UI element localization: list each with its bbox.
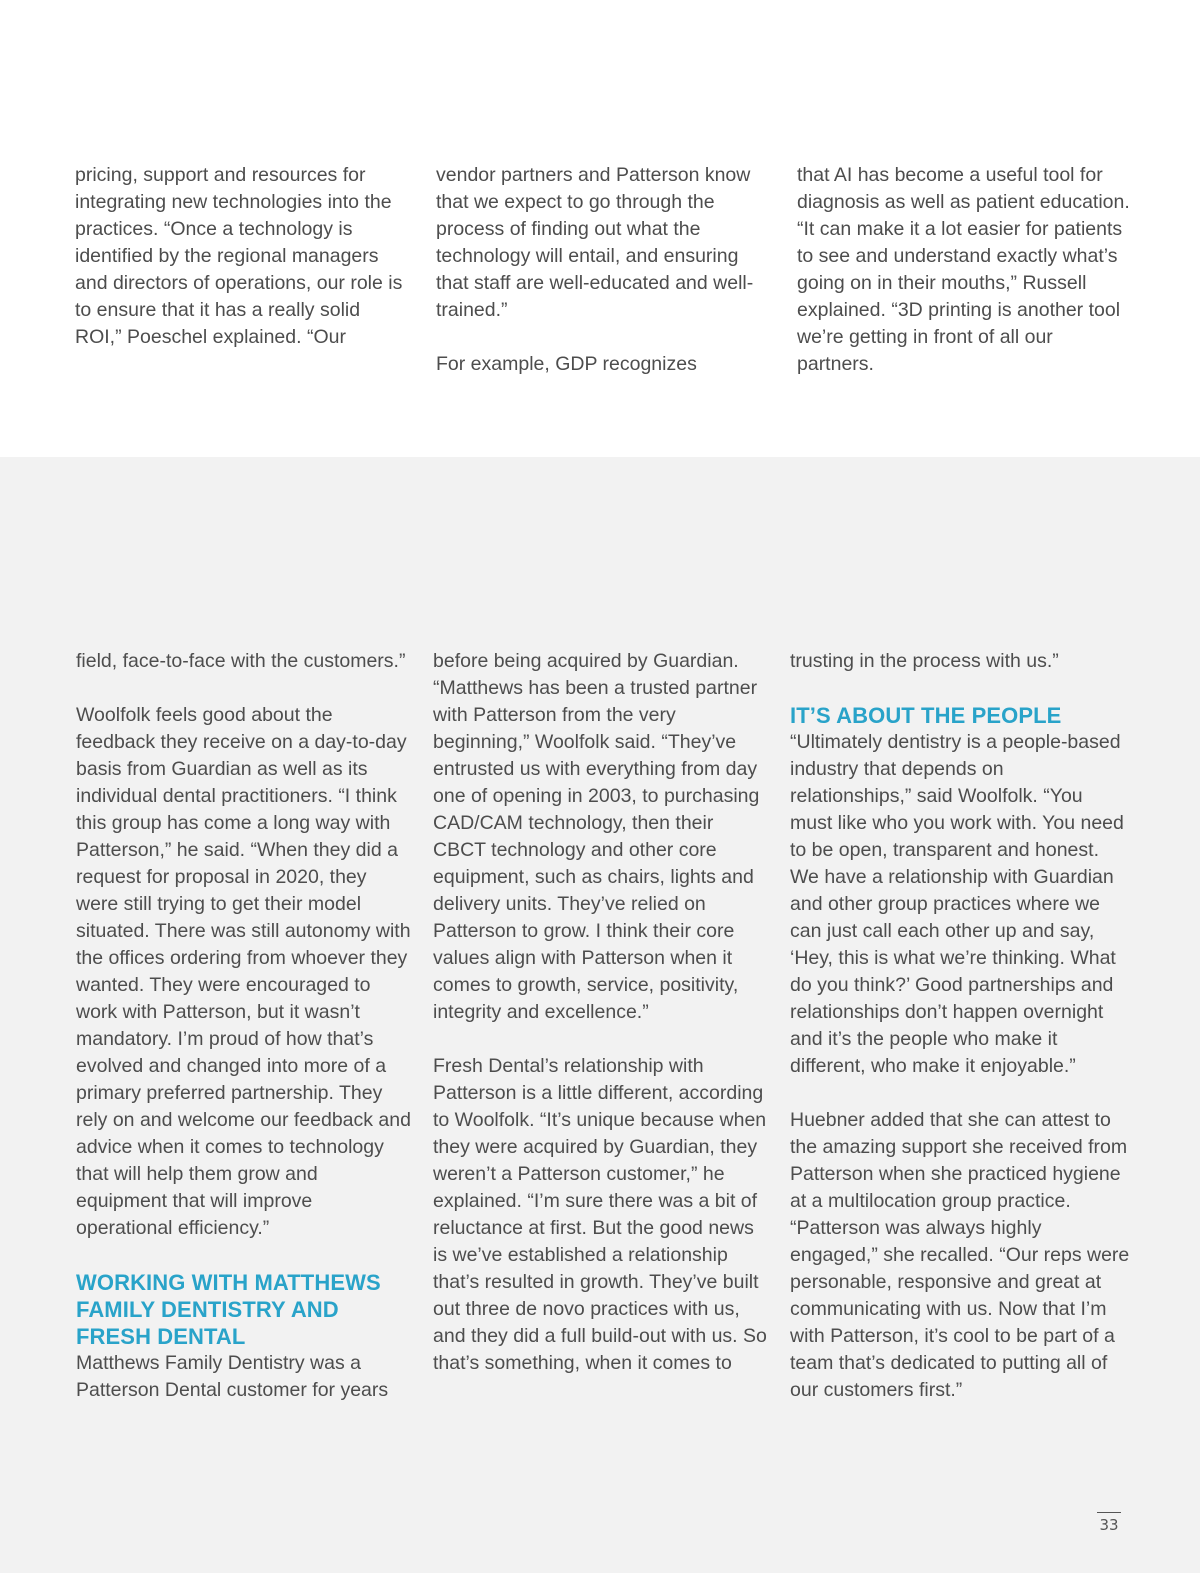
bottom-column-1 [76,648,414,1404]
paragraph: For example, GDP recognizes [436,353,697,375]
top-column-1 [75,162,405,351]
section-heading-matthews: WORKING WITH MATTHEWS FAMILY DENTISTRY AND FRESH DENTAL [76,1270,381,1349]
page-number: 33 [1097,1512,1121,1534]
top-section [0,0,1200,457]
paragraph: Matthews Family Dentistry was a Patterson Dental customer for years [76,1352,389,1401]
paragraph: Huebner added that she can attest to the amazing support she received from Patterson when she practiced hygiene at a multilocation group practice. “Patterson was always highly engaged,” she recalled. “Our reps were personable, responsive and great at communicating with us. Now that I’m with Patterson, it’s cool to be part of a team that’s dedicated to putting all of our customers first.” [790,1109,1130,1401]
top-column-2 [436,162,766,378]
paragraph: field, face-to-face with the customers.” [76,650,406,672]
paragraph: Woolfolk feels good about the feedback they receive on a day-to-day basis from Guardian as well as its individual dental practitioners. “I think this group has come a long way with Patterson,” he said. “When they did a request for proposal in 2020, they were still trying to get their model situated. There was still autonomy with the offices ordering from whoever they wanted. They were encouraged to work with Patterson, but it wasn’t mandatory. I’m proud of how that’s evolved and changed into more of a primary preferred partnership. They rely on and welcome our feedback and advice when it comes to technology that will help them grow and equipment that will improve operational efficiency.” [76,704,411,1239]
paragraph: Fresh Dental’s relationship with Patterson is a little different, according to Woolfolk. “It’s unique because when they were acquired by Guardian, they weren’t a Patterson customer,” he explained. “I’m sure there was a bit of reluctance at first. But the good news is we’ve established a relationship that’s resulted in growth. They’ve built out three de novo practices with us, and they did a full build-out with us. So that’s something, when it comes to [433,1055,767,1374]
paragraph: that AI has become a useful tool for diagnosis as well as patient education. “It can make it a lot easier for patients to see and understand exactly what’s going on in their mouths,” Russell explained. “3D printing is another tool we’re getting in front of all our partners. [797,164,1130,375]
bottom-column-2 [433,648,769,1377]
paragraph: vendor partners and Patterson know that we expect to go through the process of finding out what the technology will entail, and ensuring that staff are well-educated and well-trained.” [436,164,754,321]
paragraph: trusting in the process with us.” [790,650,1059,672]
paragraph: pricing, support and resources for integrating new technologies into the practices. “Once a technology is identified by the regional managers and directors of operations, our role is to ensure that it has a really solid ROI,” Poeschel explained. “Our [75,164,403,348]
bottom-column-3 [790,648,1130,1404]
top-column-3 [797,162,1132,378]
paragraph: “Ultimately dentistry is a people-based industry that depends on relationships,” said Woolfolk. “You must like who you work with. You need to be open, transparent and honest. We have a relationship with Guardian and other group practices where we can just call each other up and say, ‘Hey, this is what we’re thinking. What do you think?’ Good partnerships and relationships don’t happen overnight and it’s the people who make it different, who make it enjoyable.” [790,731,1124,1077]
paragraph: before being acquired by Guardian. “Matthews has been a trusted partner with Patterson from the very beginning,” Woolfolk said. “They’ve entrusted us with everything from day one of opening in 2003, to purchasing CAD/CAM technology, then their CBCT technology and other core equipment, such as chairs, lights and delivery units. They’ve relied on Patterson to grow. I think their core values align with Patterson when it comes to growth, service, positivity, integrity and excellence.” [433,650,760,1023]
section-heading-people: IT’S ABOUT THE PEOPLE [790,703,1062,728]
